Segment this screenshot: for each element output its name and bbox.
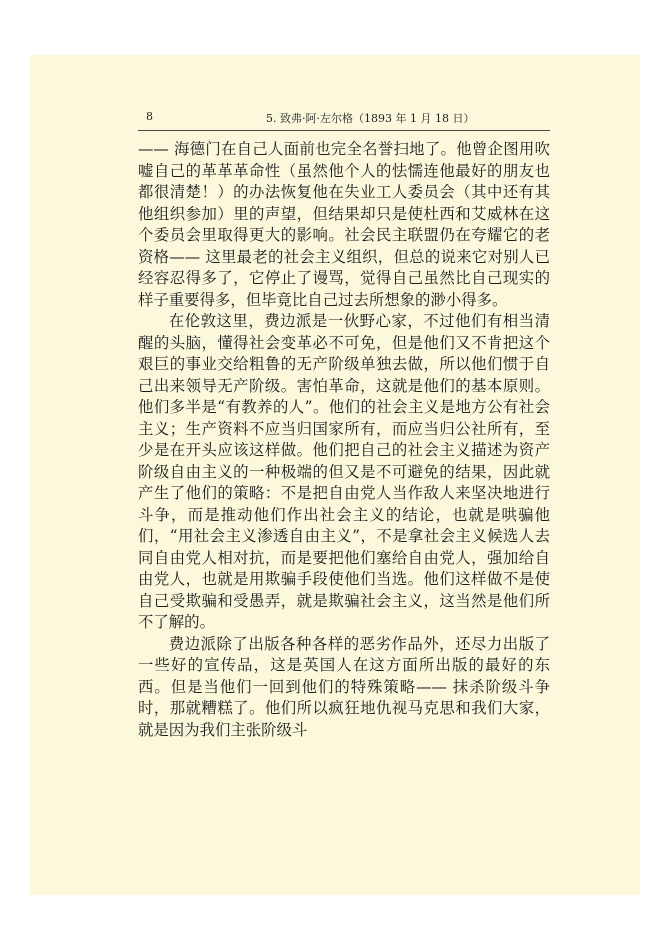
paragraph-2: 在伦敦这里，费边派是一伙野心家，不过他们有相当清醒的头脑，懂得社会变革必不可免，但是他们又不肯把这个艰巨的事业交给粗鲁的无产阶级单独去做，所以他们惯于自己出来领导无产阶级。害怕革命，这就是他们的基本原则。他们多半是“有教养的人”。他们的社会主义是地方公有社会主义；生产资料不应当归国家所有，而应当归公社所有，至少是在开头应该这样做。他们把自己的社会主义描述为资产阶级自由主义的一种极端的但又是不可避免的结果，因此就产生了他们的策略：不是把自由党人当作敌人来坚决地进行斗争，而是推动他们作出社会主义的结论，也就是哄骗他们，“用社会主义渗透自由主义”，不是拿社会主义候选人去同自由党人相对抗，而是要把他们塞给自由党人，强加给自由党人，也就是用欺骗手段使他们当选。他们这样做不是使自己受欺骗和受愚弄，就是欺骗社会主义，这当然是他们所不了解的。 bbox=[138, 312, 550, 631]
page-number: 8 bbox=[146, 110, 153, 123]
body-text bbox=[138, 139, 550, 741]
page-header bbox=[108, 110, 588, 132]
paragraph-3: 费边派除了出版各种各样的恶劣作品外，还尽力出版了一些好的宣传品，这是英国人在这方面所出版的最好的东西。但是当他们一回到他们的特殊策略—— 抹杀阶级斗争时，那就糟糕了。他们所以疯狂地仇视马克思和我们大家，就是因为我们主张阶级斗 bbox=[138, 634, 550, 739]
header-rule bbox=[138, 130, 550, 131]
running-title: 5. 致弗·阿·左尔格（1893 年 1 月 18 日） bbox=[266, 112, 475, 125]
paragraph-1: —— 海德门在自己人面前也完全名誉扫地了。他曾企图用吹嘘自己的革革革命性（虽然他个人的怯懦连他最好的朋友也都很清楚！）的办法恢复他在失业工人委员会（其中还有其他组织参加）里的声望，但结果却只是使杜西和艾威林在这个委员会里取得更大的影响。社会民主联盟仍在夸耀它的老资格—— 这里最老的社会主义组织，但总的说来它对别人已经容忍得多了，它停止了谩骂，觉得自己虽然比自己现实的样子重要得多，但毕竟比自己过去所想象的渺小得多。 bbox=[138, 140, 550, 309]
